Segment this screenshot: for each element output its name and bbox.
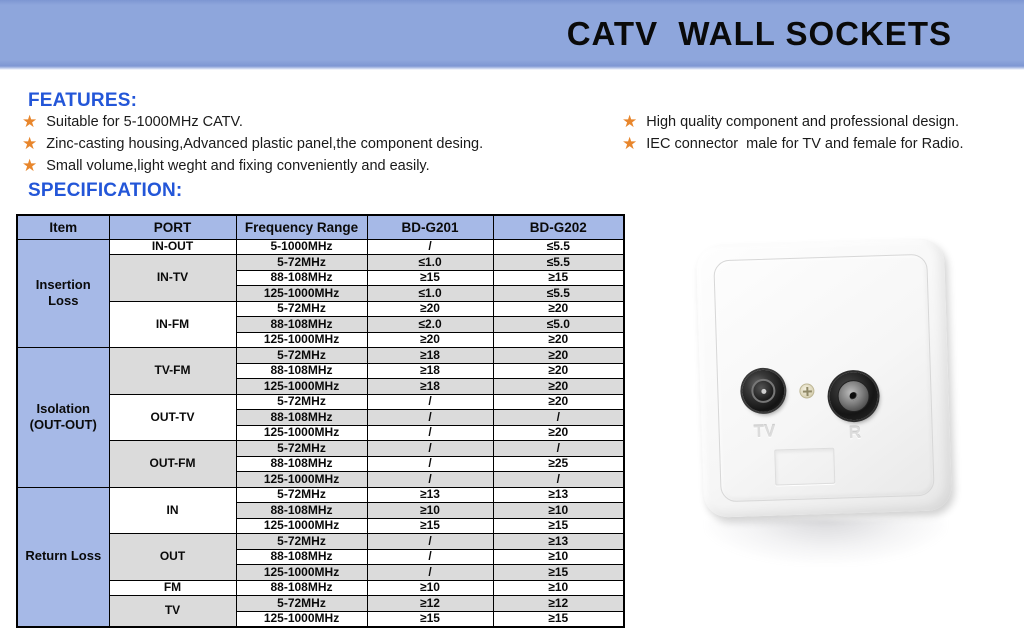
- tv-connector-label: TV: [753, 421, 776, 442]
- spec-table: [16, 214, 625, 628]
- feature-item: [22, 156, 430, 176]
- value-cell: ≥10: [493, 549, 624, 565]
- frequency-cell: 125-1000MHz: [236, 286, 367, 302]
- feature-item: [22, 112, 243, 132]
- value-cell: /: [367, 565, 493, 581]
- value-cell: ≥10: [367, 580, 493, 596]
- table-row: [17, 239, 624, 255]
- value-cell: ≥18: [367, 348, 493, 364]
- value-cell: ≥18: [367, 363, 493, 379]
- star-icon: ★: [622, 134, 638, 153]
- table-row: [17, 580, 624, 596]
- column-header: BD-G201: [367, 215, 493, 239]
- item-cell: Return Loss: [17, 487, 109, 627]
- item-cell: Isolation (OUT-OUT): [17, 348, 109, 488]
- value-cell: ≥20: [367, 301, 493, 317]
- frequency-cell: 125-1000MHz: [236, 472, 367, 488]
- radio-connector-label: R: [848, 422, 862, 443]
- value-cell: /: [367, 410, 493, 426]
- socket-reflection: [706, 520, 946, 564]
- feature-text: Small volume,light weght and fixing conveniently and easily.: [46, 158, 430, 174]
- feature-text: IEC connector male for TV and female for Radio.: [646, 136, 964, 152]
- frequency-cell: 5-72MHz: [236, 441, 367, 457]
- table-row: [17, 301, 624, 317]
- value-cell: ≥20: [493, 348, 624, 364]
- value-cell: ≤5.5: [493, 239, 624, 255]
- frequency-cell: 125-1000MHz: [236, 518, 367, 534]
- value-cell: ≤5.5: [493, 286, 624, 302]
- value-cell: /: [367, 534, 493, 550]
- value-cell: ≤2.0: [367, 317, 493, 333]
- frequency-cell: 88-108MHz: [236, 363, 367, 379]
- value-cell: /: [493, 441, 624, 457]
- frequency-cell: 88-108MHz: [236, 503, 367, 519]
- star-icon: ★: [22, 134, 38, 153]
- value-cell: /: [367, 239, 493, 255]
- port-cell: FM: [109, 580, 236, 596]
- frequency-cell: 5-72MHz: [236, 487, 367, 503]
- frequency-cell: 5-72MHz: [236, 394, 367, 410]
- product-photo: [688, 236, 968, 576]
- table-row: [17, 534, 624, 550]
- page-title: CATV WALL SOCKETS: [566, 15, 952, 52]
- value-cell: /: [367, 549, 493, 565]
- value-cell: ≤1.0: [367, 286, 493, 302]
- value-cell: ≥10: [493, 503, 624, 519]
- frequency-cell: 125-1000MHz: [236, 332, 367, 348]
- specification-heading: SPECIFICATION:: [28, 180, 183, 201]
- value-cell: /: [493, 410, 624, 426]
- frequency-cell: 88-108MHz: [236, 410, 367, 426]
- frequency-cell: 5-72MHz: [236, 255, 367, 271]
- port-cell: IN-TV: [109, 255, 236, 302]
- value-cell: ≥20: [493, 425, 624, 441]
- table-row: [17, 441, 624, 457]
- label-recess: [774, 448, 835, 486]
- value-cell: ≥20: [493, 301, 624, 317]
- value-cell: ≥13: [493, 534, 624, 550]
- value-cell: /: [367, 441, 493, 457]
- star-icon: ★: [22, 112, 38, 131]
- value-cell: ≥13: [493, 487, 624, 503]
- value-cell: ≥15: [493, 270, 624, 286]
- frequency-cell: 88-108MHz: [236, 270, 367, 286]
- value-cell: /: [367, 425, 493, 441]
- frequency-cell: 125-1000MHz: [236, 565, 367, 581]
- star-icon: ★: [22, 156, 38, 175]
- port-cell: OUT-TV: [109, 394, 236, 441]
- spec-table-header: [17, 215, 624, 239]
- value-cell: ≥20: [493, 394, 624, 410]
- table-row: [17, 255, 624, 271]
- frequency-cell: 5-72MHz: [236, 534, 367, 550]
- table-row: [17, 394, 624, 410]
- frequency-cell: 5-72MHz: [236, 301, 367, 317]
- header-banner: [0, 0, 1024, 70]
- frequency-cell: 88-108MHz: [236, 456, 367, 472]
- feature-text: Zinc-casting housing,Advanced plastic panel,the component desing.: [46, 136, 484, 152]
- feature-text: High quality component and professional design.: [646, 114, 960, 130]
- wall-socket: [696, 238, 952, 518]
- value-cell: /: [493, 472, 624, 488]
- value-cell: ≥10: [367, 503, 493, 519]
- port-cell: OUT-FM: [109, 441, 236, 488]
- value-cell: /: [367, 394, 493, 410]
- frequency-cell: 88-108MHz: [236, 580, 367, 596]
- feature-item: [622, 134, 964, 154]
- feature-item: [622, 112, 959, 132]
- value-cell: ≥18: [367, 379, 493, 395]
- frequency-cell: 125-1000MHz: [236, 611, 367, 627]
- column-header: BD-G202: [493, 215, 624, 239]
- column-header: Item: [17, 215, 109, 239]
- value-cell: ≤1.0: [367, 255, 493, 271]
- port-cell: TV: [109, 596, 236, 627]
- frequency-cell: 5-72MHz: [236, 596, 367, 612]
- value-cell: ≥20: [367, 332, 493, 348]
- frequency-cell: 125-1000MHz: [236, 425, 367, 441]
- value-cell: /: [367, 456, 493, 472]
- table-row: [17, 348, 624, 364]
- value-cell: ≥15: [493, 518, 624, 534]
- value-cell: ≤5.5: [493, 255, 624, 271]
- value-cell: ≥12: [493, 596, 624, 612]
- frequency-cell: 5-1000MHz: [236, 239, 367, 255]
- feature-text: Suitable for 5-1000MHz CATV.: [46, 114, 243, 130]
- port-cell: TV-FM: [109, 348, 236, 395]
- value-cell: ≥20: [493, 363, 624, 379]
- value-cell: ≥13: [367, 487, 493, 503]
- value-cell: ≥25: [493, 456, 624, 472]
- value-cell: ≥15: [367, 611, 493, 627]
- port-cell: IN-OUT: [109, 239, 236, 255]
- value-cell: ≥12: [367, 596, 493, 612]
- value-cell: ≤5.0: [493, 317, 624, 333]
- star-icon: ★: [622, 112, 638, 131]
- frequency-cell: 5-72MHz: [236, 348, 367, 364]
- frequency-cell: 125-1000MHz: [236, 379, 367, 395]
- item-cell: Insertion Loss: [17, 239, 109, 348]
- table-row: [17, 487, 624, 503]
- value-cell: /: [367, 472, 493, 488]
- value-cell: ≥15: [493, 565, 624, 581]
- column-header: Frequency Range: [236, 215, 367, 239]
- value-cell: ≥20: [493, 379, 624, 395]
- port-cell: IN: [109, 487, 236, 534]
- table-row: [17, 596, 624, 612]
- port-cell: IN-FM: [109, 301, 236, 348]
- value-cell: ≥20: [493, 332, 624, 348]
- column-header: PORT: [109, 215, 236, 239]
- frequency-cell: 88-108MHz: [236, 317, 367, 333]
- value-cell: ≥15: [367, 270, 493, 286]
- port-cell: OUT: [109, 534, 236, 581]
- value-cell: ≥10: [493, 580, 624, 596]
- feature-item: [22, 134, 483, 154]
- value-cell: ≥15: [493, 611, 624, 627]
- value-cell: ≥15: [367, 518, 493, 534]
- features-heading: FEATURES:: [28, 90, 138, 111]
- frequency-cell: 88-108MHz: [236, 549, 367, 565]
- spec-table-body: [17, 239, 624, 627]
